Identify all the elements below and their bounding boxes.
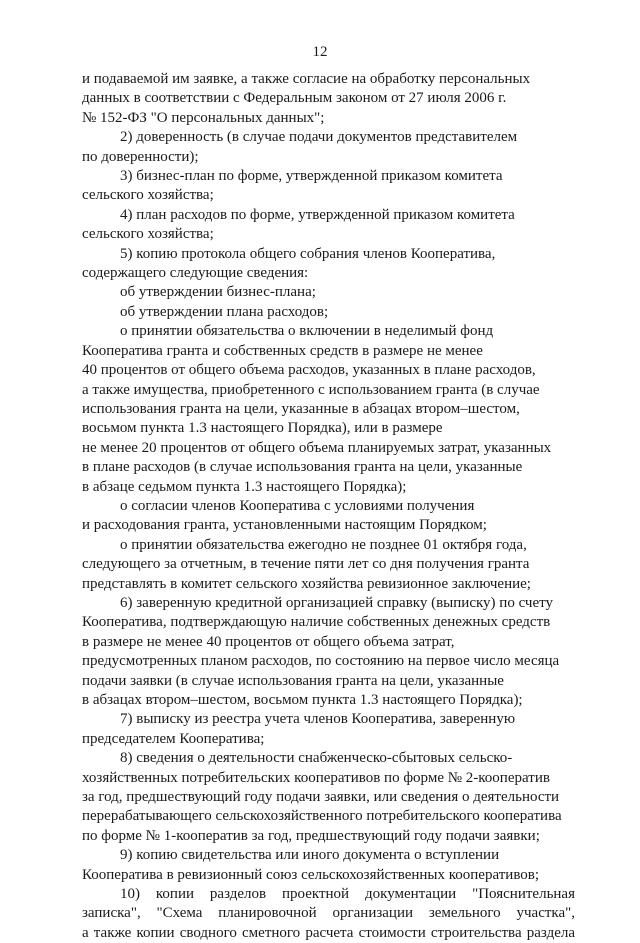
- document-body: [82, 70, 575, 943]
- paragraph-item-10-project-documentation: 10) копии разделов проектной документации "Пояснительная записка", "Схема планировочной организации земельного участка", а также копии сводного сметного расчета стоимости строительства раздела: [82, 886, 575, 941]
- paragraph-business-plan-approval: об утверждении бизнес-плана;: [120, 284, 316, 301]
- paragraph-item-7-members-register: 7) выписку из реестра учета членов Кооператива, заверенную председателем Кооператива;: [82, 711, 516, 747]
- paragraph-item-8-cooperative-activity: 8) сведения о деятельности снабженческо-сбытовых сельско- хозяйственных потребительских кооперативов по форме № 2-кооператив за год, предшествующий году подачи заявки, или сведения о деятельности перерабатывающего сельскохозяйственного потребительского кооператива по форме № 1-кооператив за год, предшествующий году подачи заявки;: [82, 750, 562, 844]
- paragraph-item-4-expense-plan: 4) план расходов по форме, утвержденной приказом комитета сельского хозяйства;: [82, 206, 515, 243]
- paragraph-item-2-power-of-attorney: 2) доверенность (в случае подачи документов представителем по доверенности);: [82, 129, 518, 165]
- paragraph-expense-plan-approval: об утверждении плана расходов;: [120, 303, 329, 320]
- page-number: 12: [312, 44, 328, 60]
- paragraph-item-3-business-plan: 3) бизнес-план по форме, утвержденной приказом комитета сельского хозяйства;: [82, 168, 503, 204]
- paragraph-continuation: и подаваемой им заявке, а также согласие на обработку персональных данных в соответствии с Федеральным законом от 27 июля 2006 г. № 152-ФЗ "О персональных данных";: [82, 71, 531, 126]
- paragraph-item-9-audit-union-certificate: 9) копию свидетельства или иного документа о вступлении Кооператива в ревизионный союз сельскохозяйственных кооперативов;: [82, 847, 540, 883]
- paragraph-audit-obligation: о принятии обязательства ежегодно не позднее 01 октября года, следующего за отчетным, в течение пяти лет со дня получения гранта представлять в комитет сельского хозяйства ревизионное заключение;: [82, 536, 531, 592]
- paragraph-item-5-meeting-protocol: 5) копию протокола общего собрания членов Кооператива, содержащего следующие сведения:: [82, 245, 496, 282]
- paragraph-members-consent: о согласии членов Кооператива с условиями получения и расходования гранта, установленными настоящим Порядком;: [82, 497, 487, 534]
- paragraph-indivisible-fund-obligation: о принятии обязательства о включении в неделимый фонд Кооператива гранта и собственных средств в размере не менее 40 процентов от общего объема расходов, указанных в плане расходов, а также имущества, приобретенного с использованием гранта (в случае использования гранта на цели, указанные в абзацах втором–шестом, восьмом пункта 1.3 настоящего Порядка), или в размере не менее 20 процентов от общего объема планируемых затрат, указанных в плане расходов (в случае использования гранта на цели, указанные в абзаце седьмом пункта 1.3 настоящего Порядка);: [82, 323, 552, 495]
- paragraph-item-6-bank-statement: 6) заверенную кредитной организацией справку (выписку) по счету Кооператива, подтверждающую наличие собственных денежных средств в размере не менее 40 процентов от общего объема затрат, предусмотренных планом расходов, по состоянию на первое число месяца подачи заявки (в случае использования гранта на цели, указанные в абзацах втором–шестом, восьмом пункта 1.3 настоящего Порядка);: [82, 594, 560, 708]
